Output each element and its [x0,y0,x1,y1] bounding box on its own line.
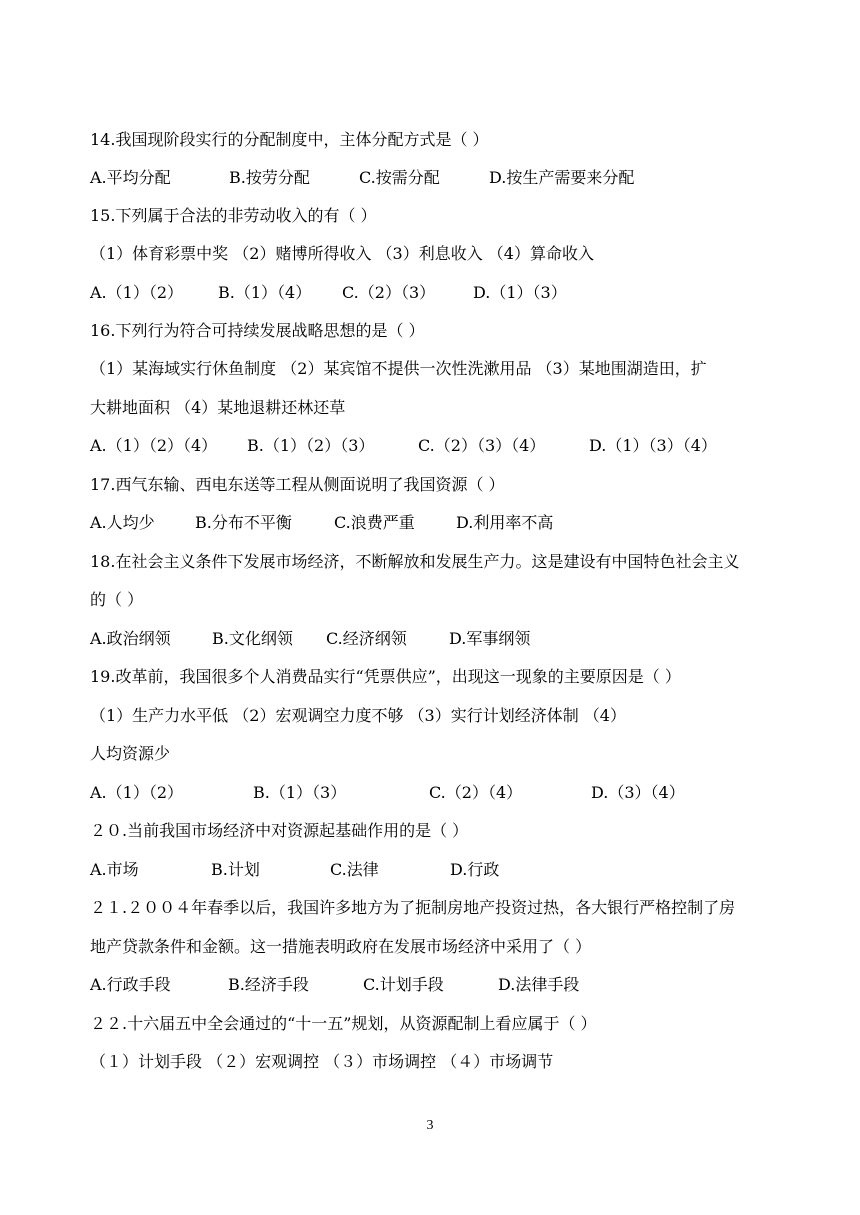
question-18-options [90,629,530,649]
option-d: D.（3）（4） [591,783,685,802]
question-22-stem: ２２.十六届五中全会通过的“十一五”规划，从资源配制上看应属于（ ） [90,1014,597,1033]
option-d: D.军事纲领 [449,629,531,648]
question-22-items: （１）计划手段 （２）宏观调控 （３）市场调控 （４）市场调节 [90,1052,554,1071]
option-a: A.行政手段 [90,975,171,994]
option-b: B.经济手段 [228,975,309,994]
option-a: A.政治纲领 [90,629,171,648]
question-20-options [90,860,499,880]
option-b: B.（1）（2）（3） [247,436,375,455]
option-c: C.计划手段 [363,975,444,994]
option-d: D.按生产需要来分配 [489,168,635,187]
option-b: B.（1）（3） [253,783,347,802]
option-c: C.经济纲领 [326,629,407,648]
question-21-stem: ２１.２００４年春季以后，我国许多地方为了扼制房地产投资过热，各大银行严格控制了房 [90,898,736,917]
option-c: C.（2）（4） [429,783,523,802]
question-21-options [90,975,579,995]
option-d: D.行政 [450,860,500,879]
option-d: D.利用率不高 [456,513,554,532]
option-c: C.浪费严重 [334,513,415,532]
option-a: A.市场 [90,860,139,879]
question-16-stem: 16.下列行为符合可持续发展战略思想的是（ ） [90,321,425,340]
option-b: B.文化纲领 [212,629,293,648]
question-18-stem: 18.在社会主义条件下发展市场经济，不断解放和发展生产力。这是建设有中国特色社会主义 [90,552,740,571]
question-15-items: （1）体育彩票中奖 （2）赌博所得收入 （3）利息收入 （4）算命收入 [90,244,594,263]
option-a: A.平均分配 [90,168,171,187]
option-d: D.法律手段 [498,975,580,994]
option-a: A.（1）（2）（4） [90,436,218,455]
option-a: A.（1）（2） [90,283,184,302]
question-15-stem: 15.下列属于合法的非劳动收入的有（ ） [90,206,377,225]
question-18-stem-cont: 的（ ） [90,590,144,609]
question-17-stem: 17.西气东输、西电东送等工程从侧面说明了我国资源（ ） [90,475,505,494]
question-16-items-cont: 大耕地面积 （4）某地退耕还林还草 [90,398,346,417]
option-c: C.（2）（3） [342,283,436,302]
question-19-items-cont: 人均资源少 [90,744,171,763]
option-b: B.分布不平衡 [195,513,292,532]
question-20-stem: ２０.当前我国市场经济中对资源起基础作用的是（ ） [90,821,469,840]
question-16-options [90,436,717,456]
option-d: D.（1）（3） [473,283,567,302]
question-17-options [90,513,553,533]
question-21-stem-cont: 地产贷款条件和金额。这一措施表明政府在发展市场经济中采用了（ ） [90,937,592,956]
question-14-options [90,168,634,188]
option-d: D.（1）（3）（4） [589,436,717,455]
option-c: C.按需分配 [359,168,440,187]
option-a: A.（1）（2） [90,783,184,802]
question-19-items: （1）生产力水平低 （2）宏观调空力度不够 （3）实行计划经济体制 （4） [90,706,626,725]
question-16-items: （1）某海域实行休鱼制度 （2）某宾馆不提供一次性洗漱用品 （3）某地围湖造田，扩 [90,359,707,378]
option-c: C.（2）（3）（4） [418,436,546,455]
option-b: B.按劳分配 [229,168,310,187]
page-number: 3 [426,1118,434,1133]
question-15-options [90,283,567,303]
option-a: A.人均少 [90,513,155,532]
question-19-stem: 19.改革前，我国很多个人消费品实行“凭票供应”，出现这一现象的主要原因是（ ） [90,667,681,686]
option-b: B.（1）（4） [218,283,312,302]
question-14-stem: 14.我国现阶段实行的分配制度中，主体分配方式是（ ） [90,130,489,149]
question-19-options [90,783,685,803]
option-c: C.法律 [330,860,379,879]
option-b: B.计划 [211,860,260,879]
